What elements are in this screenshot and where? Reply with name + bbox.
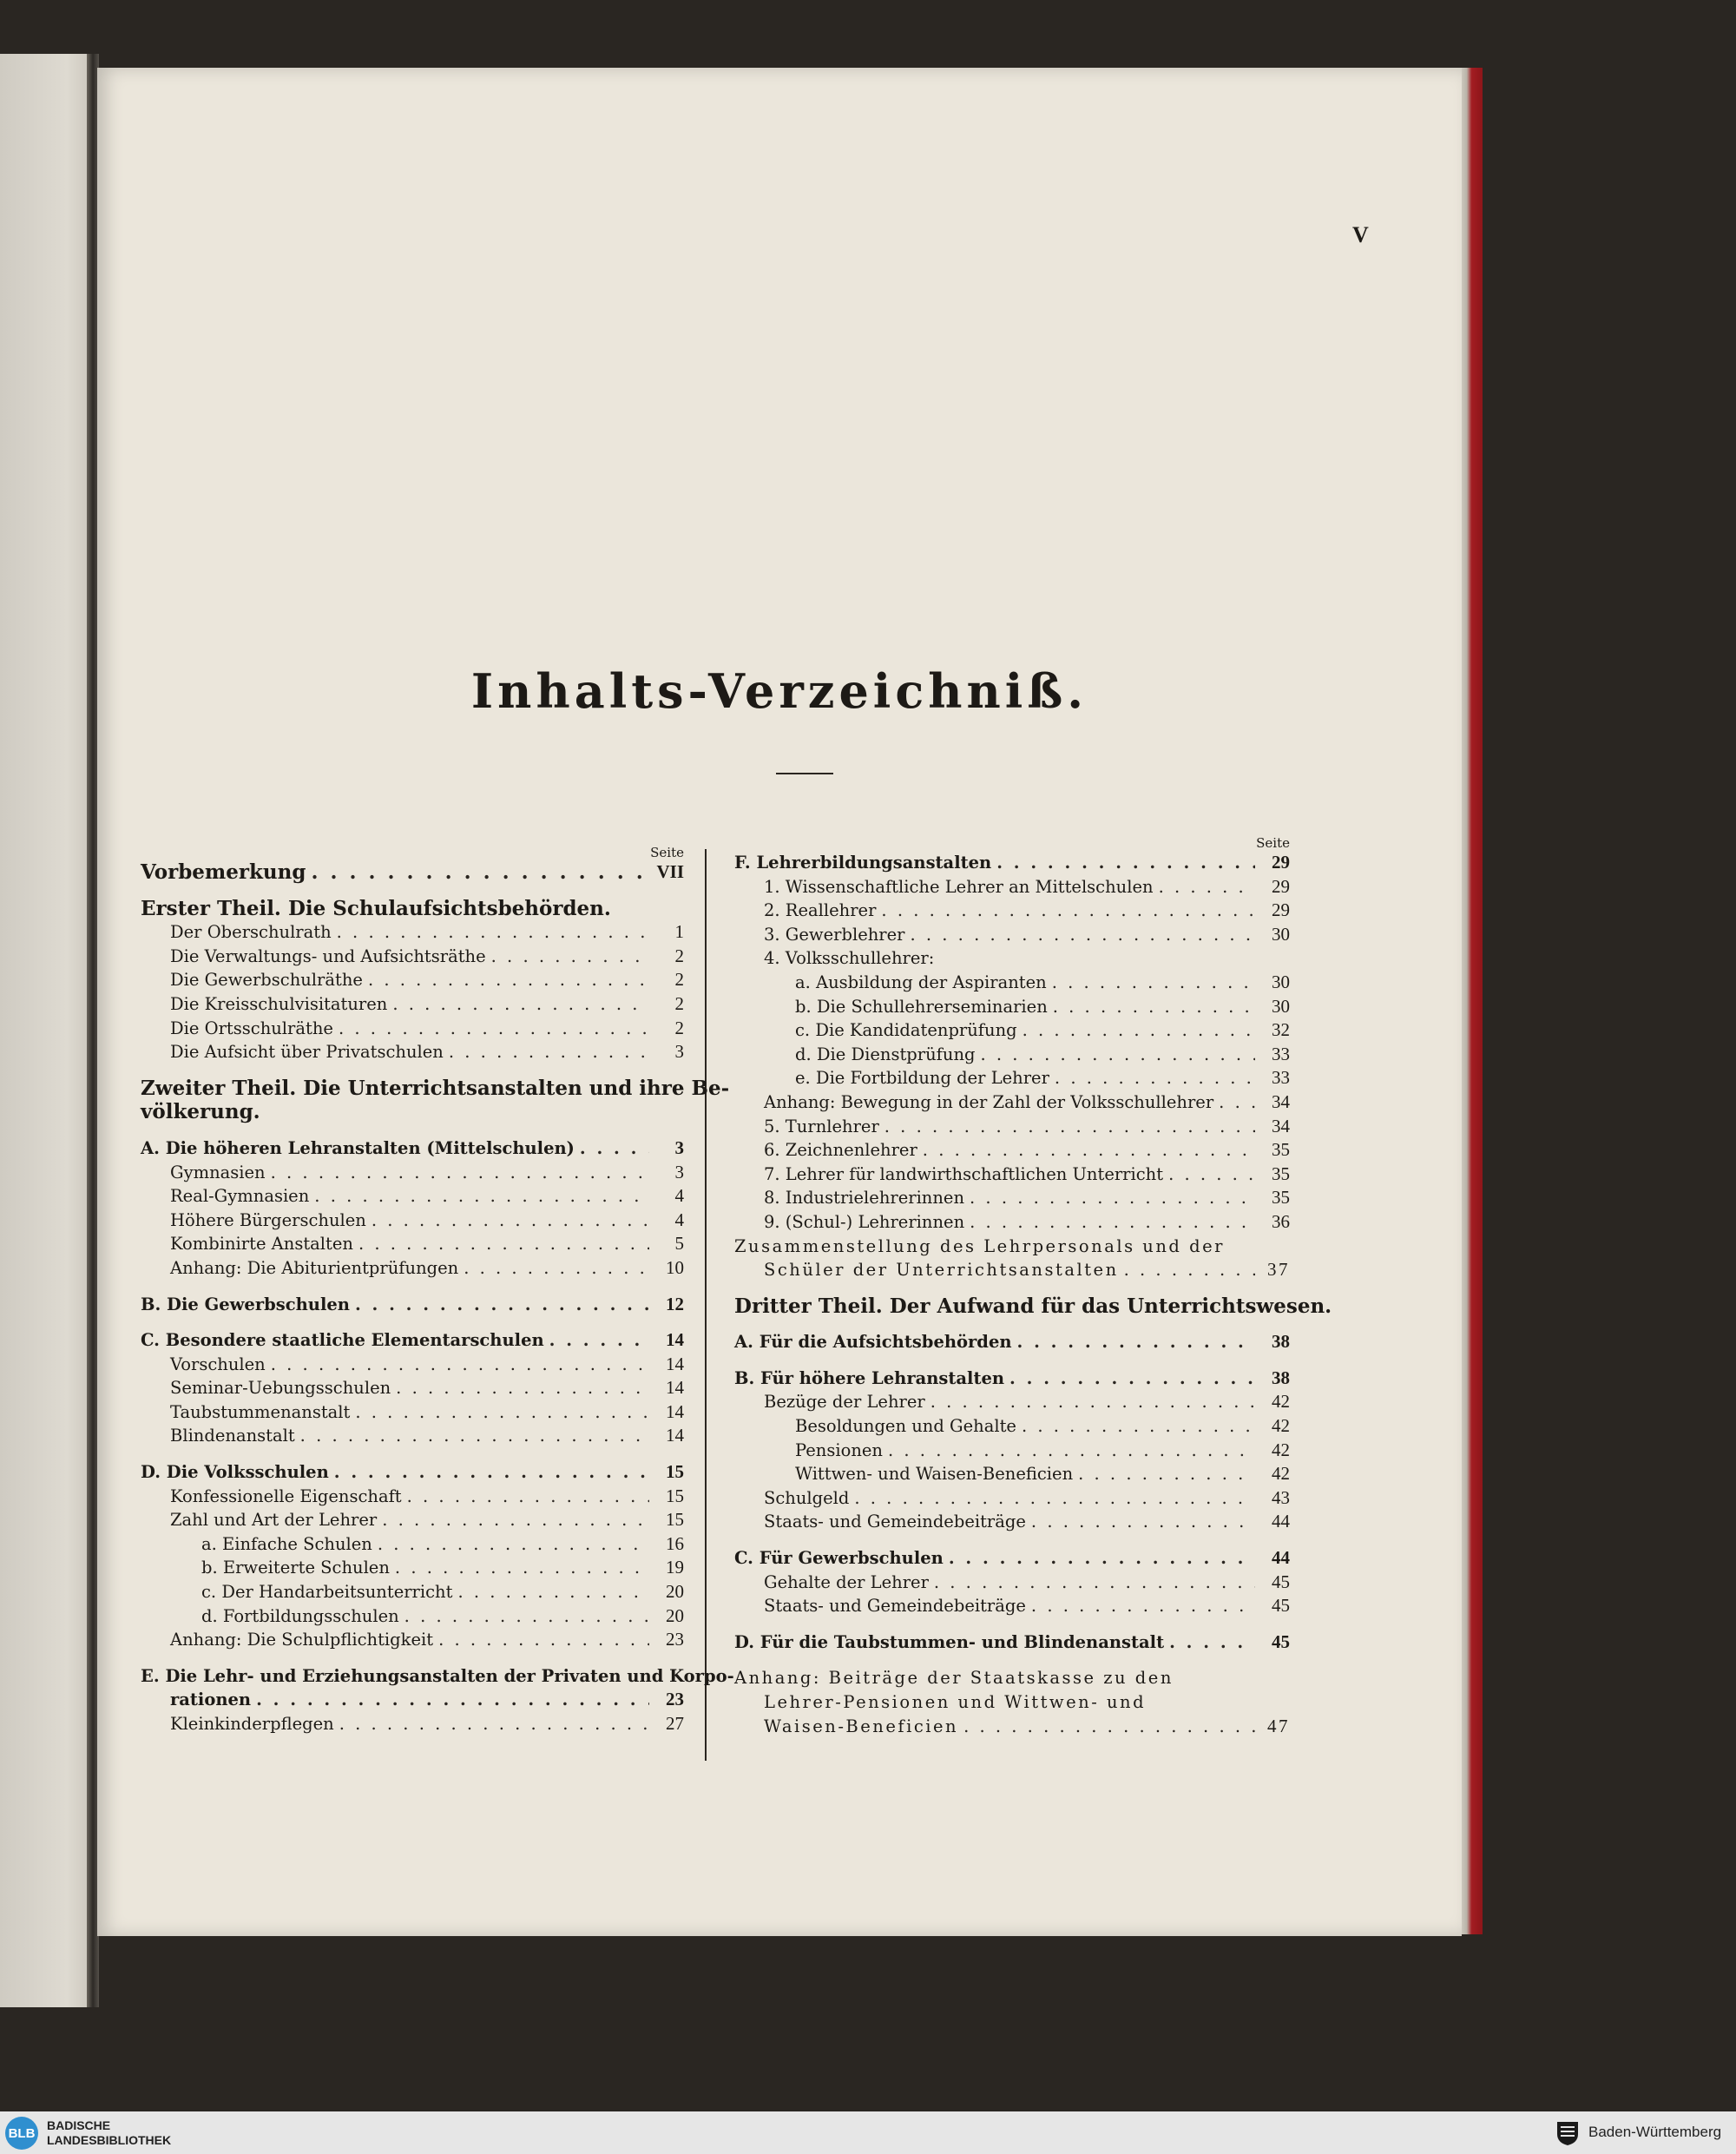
toc-entry-page: 33	[1272, 1067, 1290, 1089]
toc-leader-dots	[457, 1580, 649, 1604]
toc-entry-title: Die Ortsschulräthe	[170, 1018, 333, 1038]
toc-entry-title: 4. Volksschullehrer:	[764, 948, 935, 969]
toc-leader-dots	[358, 1232, 649, 1256]
toc-entry-page: 35	[1272, 1187, 1290, 1209]
toc-entry	[734, 1715, 1290, 1739]
toc-leader-dots	[1169, 1630, 1255, 1655]
toc-leader-dots	[934, 1571, 1255, 1595]
toc-entry-page: 3	[674, 1041, 684, 1063]
toc-entry	[734, 1018, 1290, 1043]
toc-left-entries	[141, 860, 734, 1736]
page-title: Inhalts-Verzeichniß.	[470, 663, 1088, 719]
toc-leader-dots	[1009, 1367, 1255, 1391]
toc-entry	[734, 1486, 1290, 1511]
toc-leader-dots	[930, 1390, 1255, 1414]
toc-leader-dots	[1078, 1462, 1255, 1486]
toc-entry	[141, 1460, 684, 1485]
toc-entry-page: 19	[666, 1557, 684, 1578]
toc-entry-page: 34	[1272, 1115, 1290, 1136]
toc-entry-page: 30	[1272, 971, 1290, 992]
toc-entry-title: e. Die Fortbildung der Lehrer	[795, 1068, 1049, 1089]
toc-entry-title: Gehalte der Lehrer	[764, 1571, 929, 1592]
toc-entry-title: B. Die Gewerbschulen	[141, 1294, 350, 1314]
toc-entry	[734, 1630, 1290, 1655]
toc-entry-title: völkerung.	[141, 1100, 260, 1124]
toc-entry-page: 14	[666, 1353, 684, 1374]
toc-leader-dots	[491, 945, 649, 969]
toc-entry-page: 23	[666, 1689, 684, 1710]
toc-entry-page: 15	[666, 1509, 684, 1531]
toc-leader-dots	[923, 1138, 1255, 1163]
toc-leader-dots	[449, 1040, 649, 1064]
toc-entry	[734, 1367, 1290, 1391]
toc-leader-dots	[378, 1532, 649, 1557]
toc-entry-title: Seminar-Uebungsschulen	[170, 1378, 391, 1399]
toc-leader-dots	[949, 1546, 1255, 1571]
toc-right-entries	[734, 851, 1332, 1738]
toc-entry-page: 5	[674, 1233, 684, 1255]
toc-entry	[141, 1232, 684, 1256]
toc-entry	[141, 1628, 684, 1652]
toc-leader-dots	[256, 1688, 649, 1712]
toc-entry-title: Anhang: Beiträge der Staatskasse zu den	[734, 1668, 1174, 1689]
toc-leader-dots	[404, 1604, 649, 1629]
toc-entry-page: 42	[1272, 1415, 1290, 1437]
toc-entry	[734, 995, 1290, 1019]
toc-entry	[734, 1414, 1290, 1439]
toc-leader-dots	[888, 1439, 1255, 1463]
toc-entry	[141, 1485, 684, 1509]
toc-leader-dots	[1219, 1090, 1255, 1115]
toc-leader-dots	[996, 851, 1255, 875]
toc-entry-title: Vorschulen	[170, 1354, 266, 1374]
toc-entry-page: 37	[1267, 1259, 1290, 1281]
toc-entry-title: 7. Lehrer für landwirthschaftlichen Unterricht	[764, 1163, 1164, 1184]
toc-entry-page: 14	[666, 1329, 684, 1351]
toc-leader-dots	[854, 1486, 1255, 1511]
toc-entry-page: 20	[666, 1581, 684, 1603]
toc-leader-dots	[355, 1293, 649, 1317]
toc-leader-dots	[970, 1210, 1255, 1235]
toc-leader-dots	[910, 923, 1255, 947]
toc-entry-title: Kleinkinderpflegen	[170, 1714, 334, 1734]
toc-entry-title: c. Der Handarbeitsunterricht	[201, 1582, 453, 1603]
toc-entry	[734, 1066, 1290, 1090]
toc-entry	[734, 1330, 1290, 1354]
toc-entry-page: 27	[666, 1713, 684, 1734]
toc-entry	[734, 1439, 1290, 1463]
toc-entry	[141, 945, 684, 969]
toc-leader-dots	[1031, 1510, 1255, 1534]
toc-entry-title: B. Für höhere Lehranstalten	[734, 1367, 1005, 1388]
toc-leader-dots	[311, 860, 649, 885]
toc-entry-page: 3	[674, 1136, 684, 1158]
toc-entry-page: 2	[674, 992, 684, 1014]
toc-entry-title: 9. (Schul-) Lehrerinnen	[764, 1211, 965, 1232]
toc-entry-page: 10	[666, 1256, 684, 1278]
toc-entry-title: 6. Zeichnenlehrer	[764, 1140, 917, 1161]
toc-leader-dots	[396, 1376, 649, 1400]
toc-entry	[734, 1666, 1290, 1690]
toc-entry-title: b. Erweiterte Schulen	[201, 1558, 390, 1578]
toc-entry	[734, 899, 1290, 923]
toc-leader-dots	[580, 1136, 649, 1161]
toc-entry	[141, 1400, 684, 1425]
toc-leader-dots	[334, 1460, 649, 1485]
toc-entry	[734, 1390, 1290, 1414]
toc-entry-title: D. Für die Taubstummen- und Blindenanstalt	[734, 1631, 1165, 1652]
toc-leader-dots	[407, 1485, 649, 1509]
baden-wuerttemberg-lions-icon[interactable]	[1555, 2120, 1580, 2146]
toc-entry	[734, 1594, 1290, 1618]
toc-entry	[141, 897, 684, 921]
toc-entry-title: Der Oberschulrath	[170, 922, 332, 943]
toc-entry-page: 42	[1272, 1391, 1290, 1413]
toc-entry	[141, 1508, 684, 1532]
toc-entry-page: 33	[1272, 1043, 1290, 1064]
toc-entry-title: Bezüge der Lehrer	[764, 1392, 925, 1413]
toc-entry-page: 47	[1267, 1715, 1290, 1736]
toc-entry-page: 2	[674, 945, 684, 966]
toc-entry-title: F. Lehrerbildungsanstalten	[734, 853, 992, 873]
toc-entry	[141, 1100, 684, 1124]
toc-entry	[141, 1017, 684, 1041]
toc-entry-page: 23	[666, 1629, 684, 1650]
toc-entry	[734, 1546, 1290, 1571]
toc-entry	[734, 851, 1290, 875]
toc-entry	[734, 1462, 1290, 1486]
toc-entry	[141, 1040, 684, 1064]
baden-wuerttemberg-name[interactable]: Baden-Württemberg	[1588, 2124, 1722, 2140]
toc-entry	[141, 920, 684, 945]
toc-entry-page: 45	[1272, 1595, 1290, 1617]
blb-logo[interactable]: BLB	[5, 2117, 38, 2150]
toc-entry-page: 4	[674, 1209, 684, 1230]
toc-leader-dots	[1055, 1066, 1255, 1090]
toc-entry-page: 20	[666, 1604, 684, 1626]
toc-leader-dots	[1023, 1018, 1255, 1043]
toc-entry-page: 38	[1272, 1331, 1290, 1353]
toc-entry-page: 4	[674, 1185, 684, 1207]
toc-entry-page: 29	[1272, 899, 1290, 921]
toc-entry-title: 2. Reallehrer	[764, 900, 877, 921]
toc-entry-title: Anhang: Die Schulpflichtigkeit	[170, 1630, 434, 1650]
toc-entry-title: 5. Turnlehrer	[764, 1116, 879, 1136]
toc-entry-page: 44	[1272, 1547, 1290, 1569]
toc-entry-title: Besoldungen und Gehalte	[795, 1416, 1016, 1437]
toc-entry-title: 8. Industrielehrerinnen	[764, 1188, 965, 1209]
toc-entry-title: Vorbemerkung	[141, 860, 306, 884]
toc-leader-dots	[300, 1424, 649, 1448]
toc-entry-title: D. Die Volksschulen	[141, 1462, 329, 1483]
toc-entry-title: Blindenanstalt	[170, 1426, 295, 1446]
toc-entry	[141, 1556, 684, 1580]
toc-entry-page: VII	[656, 861, 684, 882]
toc-entry	[141, 1532, 684, 1557]
toc-entry-page: 30	[1272, 995, 1290, 1017]
toc-entry-title: Schulgeld	[764, 1487, 850, 1508]
toc-entry-title: Die Verwaltungs- und Aufsichtsräthe	[170, 945, 486, 966]
toc-entry	[141, 1184, 684, 1209]
toc-entry	[734, 1690, 1290, 1715]
toc-entry	[141, 1076, 730, 1101]
toc-entry-title: E. Die Lehr- und Erziehungsanstalten der Privaten und Korpo-	[141, 1665, 734, 1686]
toc-entry	[734, 1258, 1290, 1282]
toc-entry	[141, 1424, 684, 1448]
toc-entry-page: 1	[674, 921, 684, 943]
toc-entry	[734, 1090, 1290, 1115]
toc-entry-page: 3	[674, 1161, 684, 1182]
toc-leader-dots	[382, 1508, 649, 1532]
toc-entry	[734, 1138, 1290, 1163]
toc-entry	[141, 1604, 684, 1629]
toc-entry-title: b. Die Schullehrerseminarien	[795, 996, 1048, 1017]
toc-leader-dots	[1031, 1594, 1255, 1618]
toc-entry-title: Zahl und Art der Lehrer	[170, 1510, 378, 1531]
seite-label-right: Seite	[1256, 835, 1290, 851]
toc-entry-page: 35	[1272, 1139, 1290, 1161]
toc-entry-page: 35	[1272, 1163, 1290, 1184]
toc-leader-dots	[884, 1115, 1255, 1139]
toc-entry-title: Zusammenstellung des Lehrpersonals und der	[734, 1235, 1225, 1256]
seite-label-left: Seite	[650, 845, 684, 860]
toc-entry-title: C. Für Gewerbschulen	[734, 1548, 944, 1569]
toc-entry	[734, 1115, 1290, 1139]
toc-entry-title: Anhang: Die Abiturientprüfungen	[170, 1257, 459, 1278]
toc-leader-dots	[339, 1017, 649, 1041]
toc-entry	[141, 1664, 734, 1689]
toc-left-column	[141, 845, 734, 1736]
toc-entry	[734, 946, 1290, 971]
toc-entry-page: 15	[666, 1461, 684, 1483]
toc-entry-page: 30	[1272, 923, 1290, 945]
toc-entry-title: A. Für die Aufsichtsbehörden	[734, 1332, 1012, 1353]
toc-entry-title: Höhere Bürgerschulen	[170, 1209, 366, 1230]
toc-entry-title: Die Aufsicht über Privatschulen	[170, 1042, 444, 1063]
toc-entry-page: 29	[1272, 852, 1290, 873]
toc-leader-dots	[271, 1353, 649, 1377]
book-page	[97, 68, 1462, 1936]
toc-entry-title: Wittwen- und Waisen-Beneficien	[795, 1464, 1074, 1485]
toc-leader-dots	[1022, 1414, 1255, 1439]
toc-entry	[141, 1353, 684, 1377]
toc-leader-dots	[337, 920, 649, 945]
toc-entry-page: 45	[1272, 1630, 1290, 1652]
toc-entry-title: Konfessionelle Eigenschaft	[170, 1485, 402, 1506]
toc-leader-dots	[464, 1256, 649, 1281]
toc-entry-title: 1. Wissenschaftliche Lehrer an Mittelschulen	[764, 876, 1154, 897]
toc-entry-title: A. Die höheren Lehranstalten (Mittelschulen)	[141, 1137, 575, 1158]
toc-entry-page: 14	[666, 1425, 684, 1446]
toc-entry-title: Waisen-Beneficien	[764, 1716, 959, 1736]
toc-entry-title: Schüler der Unterrichtsanstalten	[764, 1260, 1119, 1281]
toc-entry-title: C. Besondere staatliche Elementarschulen	[141, 1330, 544, 1351]
toc-entry-page: 29	[1272, 875, 1290, 897]
toc-entry	[141, 1580, 684, 1604]
toc-entry	[734, 923, 1290, 947]
toc-entry-page: 38	[1272, 1367, 1290, 1388]
toc-entry-page: 36	[1272, 1210, 1290, 1232]
toc-entry-page: 14	[666, 1377, 684, 1399]
toc-entry-title: Lehrer-Pensionen und Wittwen- und	[764, 1692, 1147, 1712]
toc-entry	[734, 1510, 1290, 1534]
toc-entry-title: rationen	[170, 1690, 252, 1710]
toc-entry-title: d. Fortbildungsschulen	[201, 1605, 399, 1626]
toc-entry	[734, 1235, 1290, 1259]
page-stack-edge	[1458, 68, 1483, 1934]
toc-entry-page: 2	[674, 1017, 684, 1038]
blb-name[interactable]	[47, 2118, 171, 2148]
toc-leader-dots	[392, 992, 649, 1017]
toc-entry-page: 34	[1272, 1090, 1290, 1112]
toc-entry-title: 3. Gewerblehrer	[764, 924, 905, 945]
toc-leader-dots	[372, 1209, 649, 1233]
toc-leader-dots	[314, 1184, 649, 1209]
toc-entry	[141, 968, 684, 992]
toc-entry	[734, 1294, 1332, 1319]
toc-leader-dots	[970, 1186, 1255, 1210]
toc-entry	[734, 1571, 1290, 1595]
toc-leader-dots	[549, 1328, 649, 1353]
toc-entry-title: c. Die Kandidatenprüfung	[795, 1020, 1017, 1041]
toc-entry	[141, 1256, 684, 1281]
toc-leader-dots	[395, 1556, 649, 1580]
toc-entry	[141, 1376, 684, 1400]
toc-leader-dots	[271, 1161, 649, 1185]
toc-leader-dots	[368, 968, 649, 992]
toc-entry-title: Real-Gymnasien	[170, 1186, 310, 1207]
toc-entry	[734, 971, 1290, 995]
toc-right-column	[734, 835, 1332, 1738]
toc-leader-dots	[339, 1712, 649, 1736]
toc-leader-dots	[963, 1715, 1255, 1739]
toc-entry-title: d. Die Dienstprüfung	[795, 1044, 976, 1064]
toc-entry	[141, 1688, 684, 1712]
toc-entry-title: Gymnasien	[170, 1162, 266, 1182]
toc-entry	[141, 1712, 684, 1736]
toc-leader-dots	[1052, 971, 1255, 995]
toc-entry-title: Taubstummenanstalt	[170, 1401, 351, 1422]
toc-entry-title: Dritter Theil. Der Aufwand für das Unterrichtswesen.	[734, 1294, 1332, 1318]
toc-entry-title: Zweiter Theil. Die Unterrichtsanstalten und ihre Be-	[141, 1076, 730, 1100]
toc-entry-title: Anhang: Bewegung in der Zahl der Volksschullehrer	[764, 1091, 1214, 1112]
toc-entry-page: 2	[674, 969, 684, 991]
toc-leader-dots	[438, 1628, 649, 1652]
toc-entry	[141, 1209, 684, 1233]
toc-entry	[734, 1210, 1290, 1235]
toc-entry	[141, 1161, 684, 1185]
toc-leader-dots	[1017, 1330, 1255, 1354]
toc-entry-title: Die Kreisschulvisitaturen	[170, 993, 388, 1014]
toc-entry	[141, 1328, 684, 1353]
toc-leader-dots	[1159, 875, 1255, 899]
toc-entry	[141, 992, 684, 1017]
toc-entry-title: Staats- und Gemeindebeiträge	[764, 1596, 1026, 1617]
toc-leader-dots	[1124, 1258, 1255, 1282]
toc-entry	[734, 875, 1290, 899]
toc-leader-dots	[881, 899, 1255, 923]
toc-entry	[734, 1163, 1290, 1187]
toc-entry-page: 16	[666, 1532, 684, 1554]
column-divider	[705, 849, 707, 1761]
toc-entry	[734, 1043, 1290, 1067]
toc-entry	[734, 1186, 1290, 1210]
toc-entry-title: Pensionen	[795, 1439, 883, 1460]
facing-page-edge	[0, 54, 95, 2007]
toc-entry-title: Die Gewerbschulräthe	[170, 970, 363, 991]
toc-leader-dots	[355, 1400, 649, 1425]
toc-entry	[141, 1136, 684, 1161]
toc-entry	[141, 860, 684, 885]
viewer-footer	[0, 2111, 1736, 2154]
toc-entry-title: Staats- und Gemeindebeiträge	[764, 1512, 1026, 1532]
toc-entry-title: Erster Theil. Die Schulaufsichtsbehörden.	[141, 896, 611, 920]
title-rule	[776, 773, 833, 774]
toc-entry-page: 14	[666, 1400, 684, 1422]
toc-entry-page: 15	[666, 1485, 684, 1506]
toc-entry-page: 32	[1272, 1019, 1290, 1041]
toc-entry-title: Kombinirte Anstalten	[170, 1234, 353, 1255]
toc-entry-page: 45	[1272, 1571, 1290, 1592]
toc-entry-page: 12	[666, 1293, 684, 1314]
blb-name-line2: LANDESBIBLIOTHEK	[47, 2133, 172, 2147]
toc-entry-page: 42	[1272, 1439, 1290, 1460]
toc-entry-title: a. Ausbildung der Aspiranten	[795, 972, 1047, 992]
blb-name-line1: BADISCHE	[47, 2118, 111, 2132]
toc-leader-dots	[1168, 1163, 1255, 1187]
toc-entry-page: 44	[1272, 1511, 1290, 1532]
toc-leader-dots	[1053, 995, 1255, 1019]
toc-entry-title: a. Einfache Schulen	[201, 1533, 372, 1554]
toc-leader-dots	[980, 1043, 1255, 1067]
toc-entry-page: 42	[1272, 1463, 1290, 1485]
toc-entry-page: 43	[1272, 1486, 1290, 1508]
page-number: V	[1352, 222, 1369, 247]
toc-entry	[141, 1293, 684, 1317]
